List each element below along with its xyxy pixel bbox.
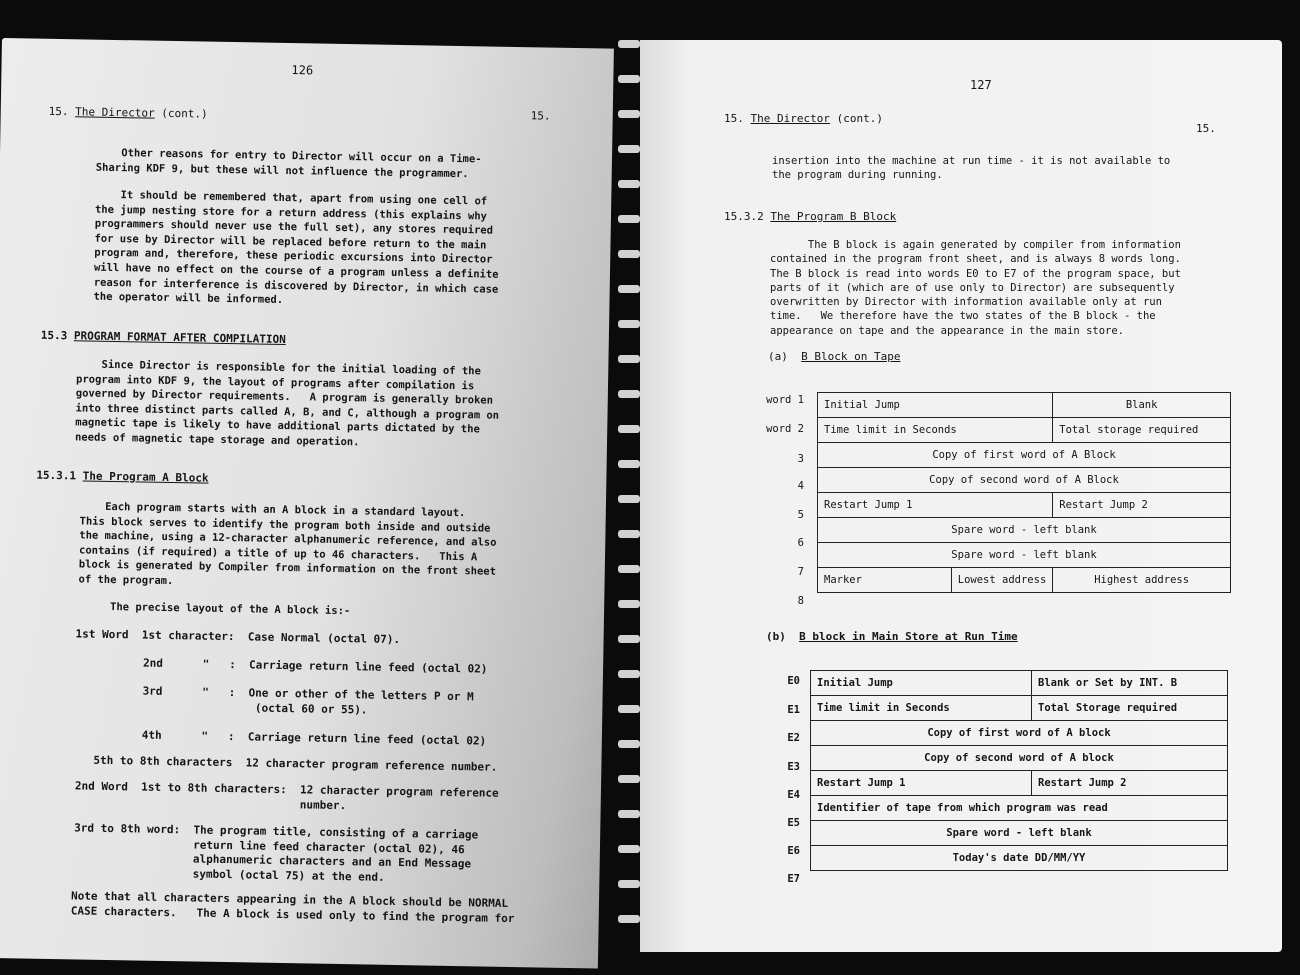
footnote: Note that all characters appearing in the A block should be NORMAL CASE characters. The A block is used only to find the program for: [70, 889, 515, 925]
table-row: [811, 721, 1228, 746]
subsection-heading: [768, 350, 900, 363]
table-cell: Initial Jump: [818, 393, 1053, 418]
section-marker: 15.: [1196, 122, 1216, 135]
table-cell: Copy of first word of A Block: [818, 443, 1231, 468]
table-row: [818, 493, 1231, 518]
subsection-title: B Block on Tape: [801, 350, 901, 363]
subsection-title: B block in Main Store at Run Time: [799, 630, 1018, 643]
table-cell: Restart Jump 1: [818, 493, 1053, 518]
table-cell: Restart Jump 2: [1053, 493, 1231, 518]
row-label: 6: [797, 537, 804, 549]
table-row: [811, 846, 1228, 871]
row-label: 5: [797, 509, 804, 521]
row-label: 8: [797, 595, 804, 607]
header-title: The Director: [75, 105, 155, 120]
subsection-heading: [766, 630, 1018, 643]
row-label: E7: [787, 873, 800, 885]
row-label: 3: [797, 453, 804, 465]
table-cell: Marker: [818, 568, 952, 593]
table-cell: Time limit in Seconds: [811, 696, 1032, 721]
page-header: [49, 105, 208, 121]
section-marker: 15.: [530, 109, 551, 123]
section-title: The Program A Block: [82, 469, 209, 485]
section-heading: [36, 469, 208, 485]
table-cell: Spare word - left blank: [811, 821, 1228, 846]
table-cell: Total Storage required: [1032, 696, 1228, 721]
section-heading: [41, 329, 286, 346]
paragraph: The B block is again generated by compiler from information contained in the program front sheet, and is always 8 words long. The B block is read into words E0 to E7 of the program space, but parts of it (which are of use only to Director) are subsequently overwritten by Director with information available only at run time. We therefore have the two states of the B block - the appearance on tape and the appearance in the main store.: [770, 239, 1181, 337]
header-cont: (cont.): [836, 112, 883, 125]
table-cell: Highest address: [1053, 568, 1231, 593]
layout-item: 3rd " : One or other of the letters P or M (octal 60 or 55).: [142, 684, 474, 717]
b-block-tape-table: [817, 392, 1231, 593]
layout-item: 3rd to 8th word: The program title, consisting of a carriage return line feed character (octal 02), 46 alphanumeric characters and an End Message symbol (octal 75) at the end.: [73, 821, 479, 884]
table-cell: Copy of second word of A block: [811, 746, 1228, 771]
paragraph: Each program starts with an A block in a standard layout. This block serves to identify the program both inside and outside the machine, using a 12-character alphanumeric reference, and also contains (if required) a title of up to 46 characters. This A block is generated by Compiler from information on the front sheet of the program.: [78, 500, 497, 588]
row-label: E0: [787, 675, 800, 687]
header-title: The Director: [750, 112, 830, 125]
paragraph: Since Director is responsible for the initial loading of the program into KDF 9, the layout of programs after compilation is governed by Director requirements. A program is generally broken into three distinct parts called A, B, and C, although a program on magnetic tape is likely to have additional parts dictated by the needs of magnetic tape storage and operation.: [74, 358, 500, 449]
row-label: E6: [787, 845, 800, 857]
layout-item: 2nd Word 1st to 8th characters: 12 character program reference number.: [74, 779, 499, 812]
section-number: 15.3: [40, 328, 68, 343]
b-block-main-store-table: [810, 670, 1228, 871]
table-row: [818, 543, 1231, 568]
row-label: E3: [787, 761, 800, 773]
table-row: [811, 671, 1228, 696]
section-number: 15.3.1: [36, 468, 77, 483]
table-row: [818, 468, 1231, 493]
paragraph: It should be remembered that, apart from using one cell of the jump nesting store for a return address (this explains why programmers should never use the full set), any stores required for use by Director will be replaced before return to the main program and, therefore, these periodic excursions into Director will have no effect on the course of a program unless a definite reason for interference is discovered by Director, in which case the operator will be informed.: [93, 188, 499, 307]
table-cell: Restart Jump 1: [811, 771, 1032, 796]
table-row: [818, 568, 1231, 593]
header-cont: (cont.): [161, 106, 208, 121]
table-cell: Spare word - left blank: [818, 543, 1231, 568]
section-heading: [724, 210, 896, 223]
table-row: [811, 696, 1228, 721]
table-row: [811, 796, 1228, 821]
layout-item: 5th to 8th characters 12 character program reference number.: [93, 753, 498, 774]
table-cell: Spare word - left blank: [818, 518, 1231, 543]
table-cell: Copy of second word of A Block: [818, 468, 1231, 493]
header-number: 15.: [48, 104, 69, 119]
row-label: word 1: [766, 394, 804, 406]
section-number: 15.3.2: [724, 210, 764, 223]
table-cell: Lowest address: [951, 568, 1053, 593]
table-row: [811, 821, 1228, 846]
layout-intro: The precise layout of the A block is:-: [109, 600, 351, 618]
layout-item: 2nd " : Carriage return line feed (octal 02): [142, 656, 488, 676]
table-row: [818, 393, 1231, 418]
subsection-label: (b): [766, 630, 786, 643]
row-label: E1: [787, 704, 800, 716]
row-label: E4: [787, 789, 800, 801]
section-title: PROGRAM FORMAT AFTER COMPILATION: [73, 329, 286, 346]
row-label: 4: [797, 480, 804, 492]
page-number: 127: [970, 78, 992, 92]
row-label: E2: [787, 732, 800, 744]
header-number: 15.: [724, 112, 744, 125]
layout-item: 1st Word 1st character: Case Normal (octal 07).: [75, 627, 401, 647]
section-title: The Program B Block: [770, 210, 897, 223]
layout-item: 4th " : Carriage return line feed (octal 02): [141, 728, 487, 748]
row-label: word 2: [766, 423, 804, 435]
right-page: [640, 40, 1282, 952]
paragraph: Other reasons for entry to Director will occur on a Time- Sharing KDF 9, but these will not influence the programmer.: [95, 146, 482, 180]
table-cell: Blank: [1053, 393, 1231, 418]
table-row: [818, 443, 1231, 468]
table-cell: Blank or Set by INT. B: [1032, 671, 1228, 696]
page-header: [724, 112, 883, 125]
row-label: 7: [797, 566, 804, 578]
table-row: [811, 746, 1228, 771]
table-cell: Time limit in Seconds: [818, 418, 1053, 443]
paragraph: insertion into the machine at run time - it is not available to the program during running.: [772, 155, 1171, 182]
table-row: [818, 418, 1231, 443]
table-cell: Identifier of tape from which program was read: [811, 796, 1228, 821]
table-cell: Total storage required: [1053, 418, 1231, 443]
table-cell: Initial Jump: [811, 671, 1032, 696]
table-cell: Restart Jump 2: [1032, 771, 1228, 796]
page-number: 126: [291, 63, 314, 78]
left-page: [0, 38, 614, 969]
table-row: [811, 771, 1228, 796]
table-cell: Today's date DD/MM/YY: [811, 846, 1228, 871]
table-cell: Copy of first word of A block: [811, 721, 1228, 746]
table-row: [818, 518, 1231, 543]
subsection-label: (a): [768, 350, 788, 363]
row-label: E5: [787, 817, 800, 829]
